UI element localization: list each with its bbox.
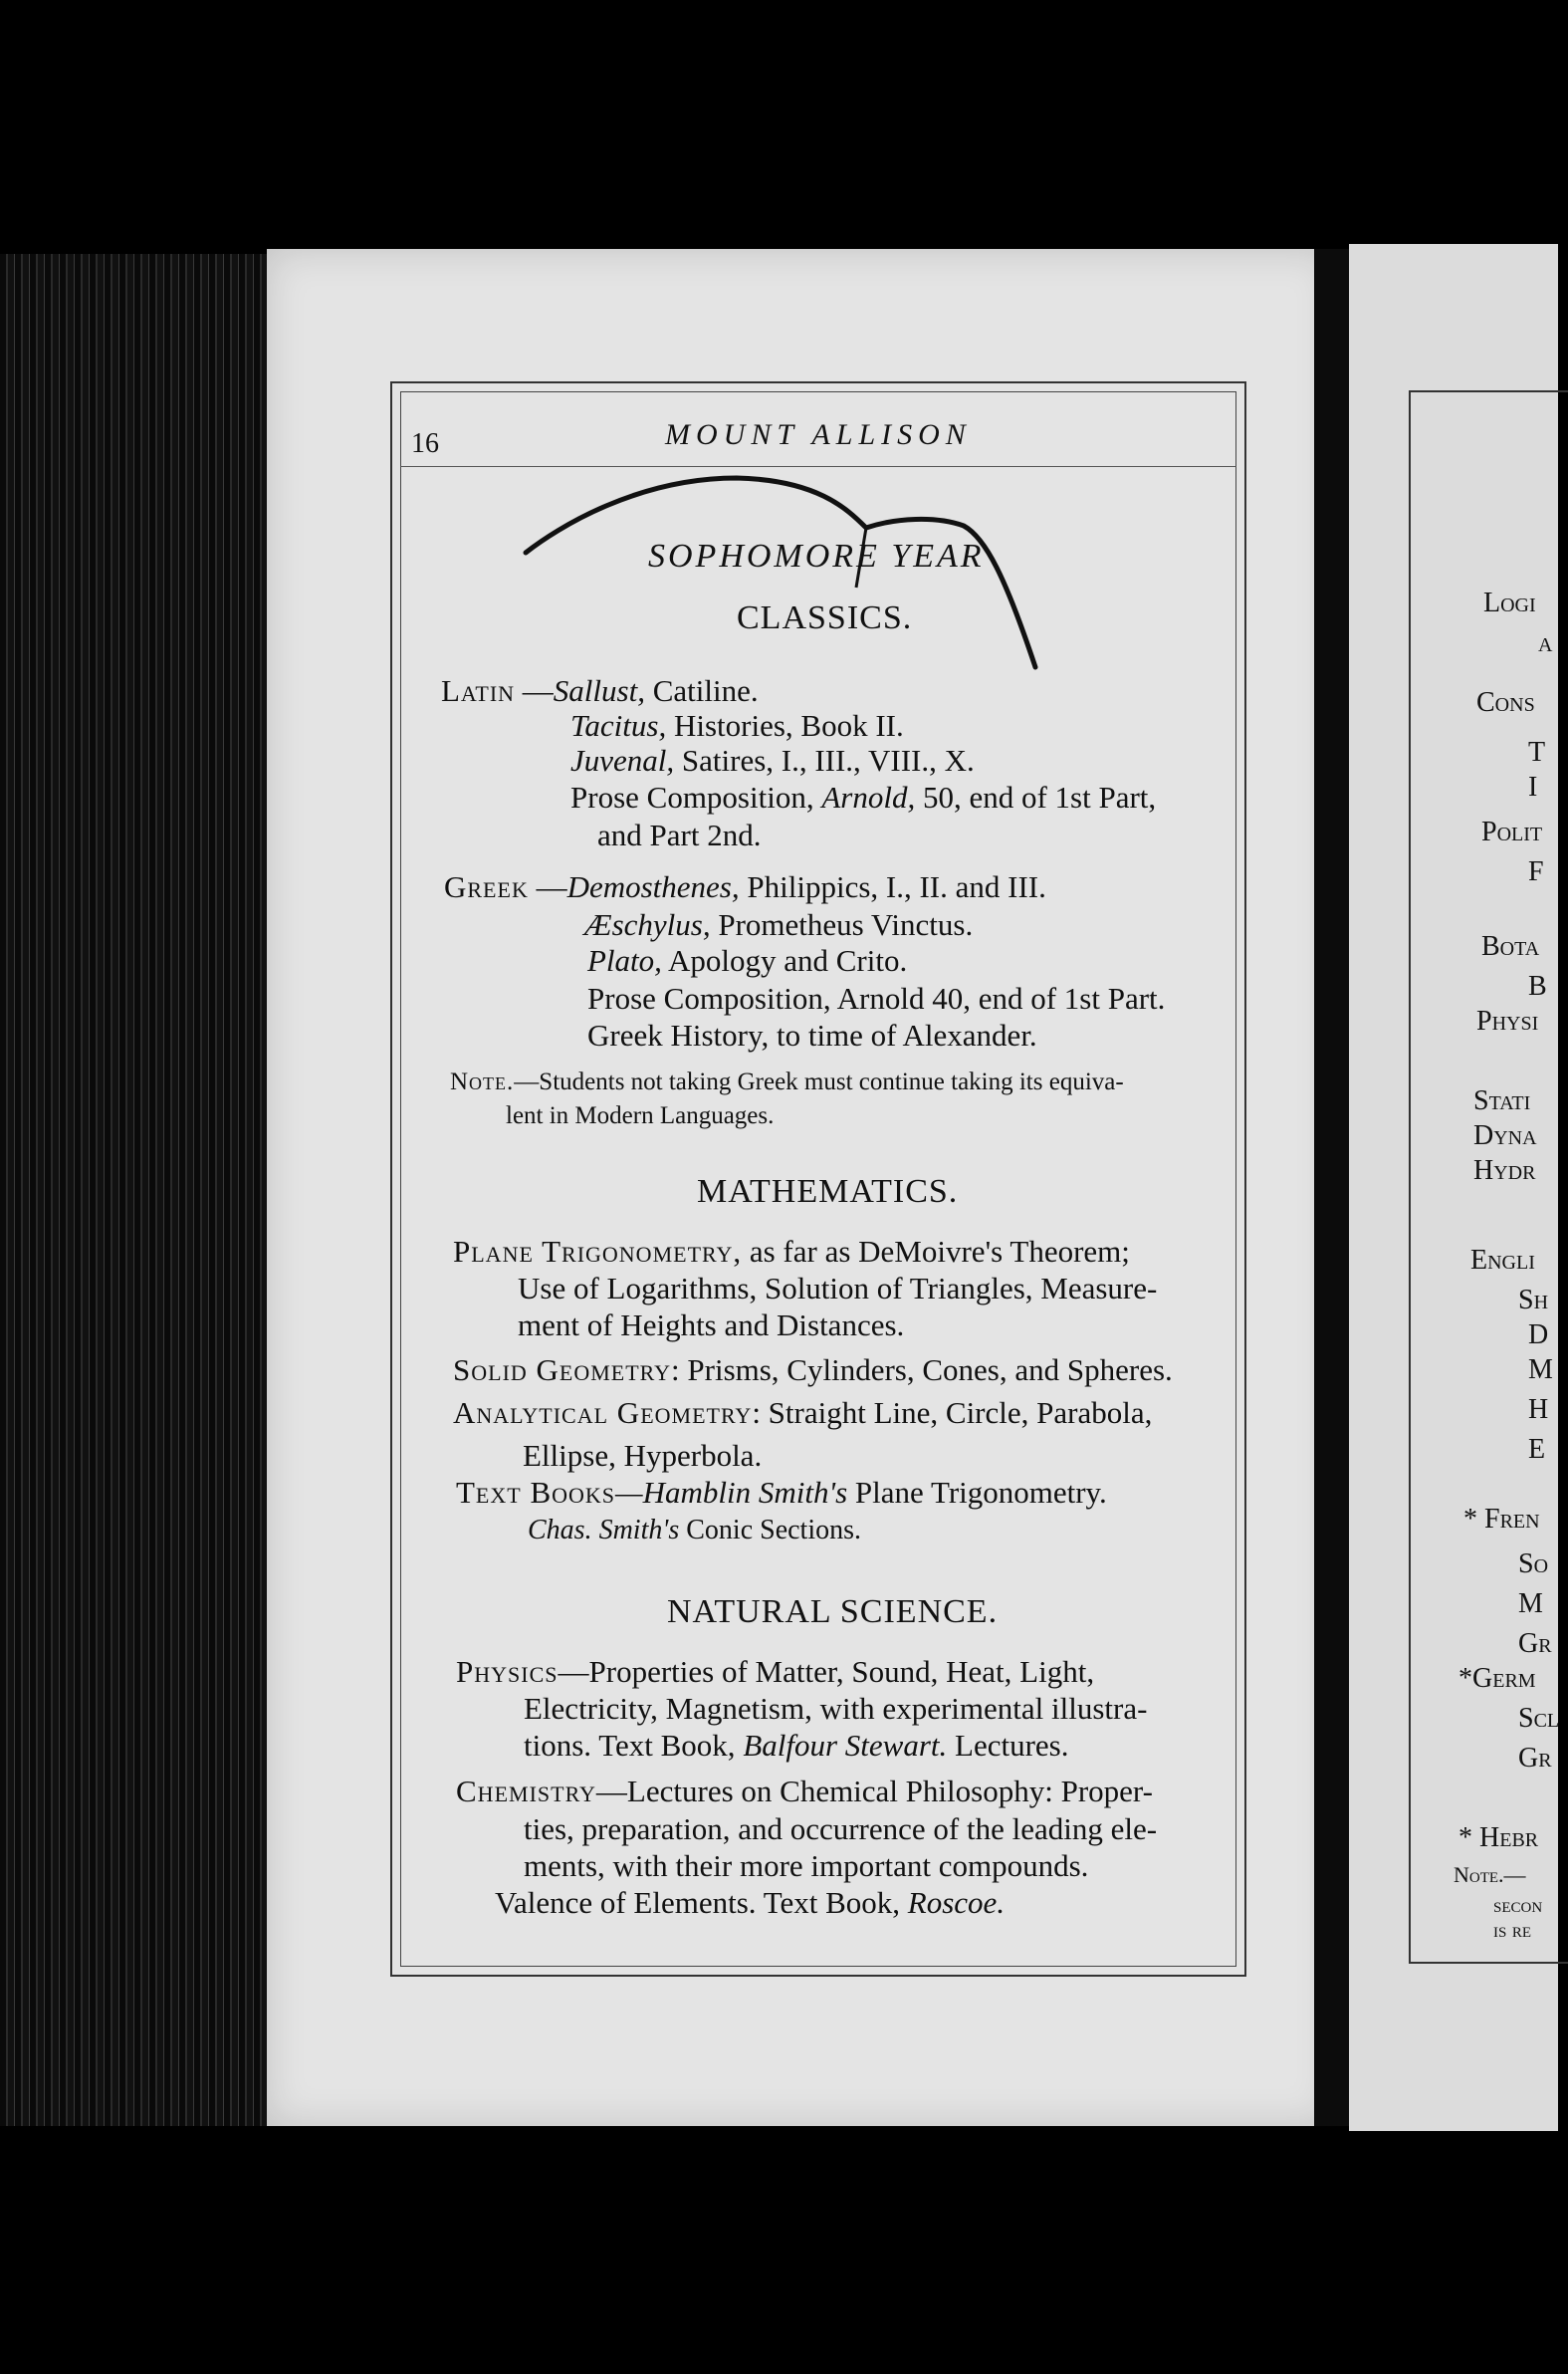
facing-page-line: M: [1518, 1588, 1543, 1619]
facing-page-line: T: [1528, 737, 1546, 768]
author: Roscoe.: [907, 1885, 1006, 1920]
solid-geometry-line: [453, 1351, 1173, 1389]
page-number: 16: [411, 428, 439, 459]
subject-text: : Prisms, Cylinders, Cones, and Spheres.: [671, 1352, 1173, 1387]
facing-page-line: Gr: [1518, 1743, 1552, 1774]
subject-text: tions. Text Book,: [524, 1728, 744, 1763]
natural-science-heading: NATURAL SCIENCE.: [667, 1593, 999, 1630]
greek-text: Philippics, I., II. and III.: [739, 869, 1046, 904]
note-label: Note.: [450, 1068, 515, 1095]
physics-cont-2: [524, 1727, 1068, 1765]
physics-line: [456, 1653, 1094, 1691]
author: Demosthenes,: [566, 869, 740, 904]
latin-text: 50, end of 1st Part,: [915, 780, 1157, 815]
greek-line-2: [584, 906, 973, 944]
facing-page-line: B: [1528, 971, 1547, 1002]
facing-page-line: a: [1538, 627, 1553, 658]
subject-text: —Lectures on Chemical Philosophy: Proper-: [595, 1774, 1153, 1808]
analytical-geometry-cont: Ellipse, Hyperbola.: [523, 1438, 763, 1473]
plane-trig-line: [453, 1233, 1130, 1271]
facing-page-line: M: [1528, 1354, 1553, 1385]
greek-line-3: [587, 942, 907, 980]
chemistry-line: [456, 1773, 1153, 1810]
facing-page-line: Bota: [1481, 931, 1540, 962]
subject-text: as far as DeMoivre's Theorem;: [742, 1234, 1130, 1269]
text-books-line-2: [528, 1512, 861, 1549]
author: Æschylus,: [584, 907, 711, 942]
facing-page-line: secon: [1493, 1892, 1543, 1917]
greek-label: Greek: [444, 869, 529, 904]
facing-page-line: Gr: [1518, 1628, 1552, 1659]
facing-page-line: Logi: [1483, 588, 1536, 618]
classics-heading: CLASSICS.: [737, 599, 913, 636]
greek-line-1: Greek —Demosthenes, Philippics, I., II. and III.: [444, 869, 1046, 904]
author: —Hamblin Smith's: [615, 1475, 848, 1510]
facing-page-line: * Fren: [1463, 1504, 1540, 1535]
facing-page-line: *Germ: [1458, 1663, 1536, 1694]
facing-page-line: So: [1518, 1548, 1549, 1579]
author: Chas. Smith's: [528, 1515, 680, 1545]
plane-trig-cont-1: Use of Logarithms, Solution of Triangles, Measure-: [518, 1271, 1158, 1306]
facing-page-line: * Hebr: [1458, 1822, 1539, 1853]
mathematics-heading: MATHEMATICS.: [697, 1173, 959, 1210]
facing-page-line: Cons: [1476, 687, 1535, 718]
subject-label: Physics: [456, 1654, 559, 1689]
subject-label: Plane Trigonometry,: [453, 1234, 743, 1269]
subject-label: Text Books: [456, 1475, 616, 1510]
facing-page-line: E: [1528, 1434, 1546, 1465]
running-head: MOUNT ALLISON: [665, 418, 972, 451]
facing-page-line: is re: [1493, 1917, 1532, 1942]
note-text: —Students not taking Greek must continue taking its equiva-: [514, 1068, 1124, 1095]
latin-line-5: and Part 2nd.: [597, 818, 762, 852]
chemistry-cont-1: ties, preparation, and occurrence of the leading ele-: [524, 1811, 1158, 1846]
subject-label: Analytical Geometry: [453, 1395, 753, 1430]
facing-page-line: H: [1528, 1394, 1549, 1425]
chemistry-cont-2: ments, with their more important compounds.: [524, 1848, 1089, 1883]
greek-text: Apology and Crito.: [661, 943, 908, 978]
author: Plato,: [587, 943, 662, 978]
latin-label: Latin: [441, 673, 516, 708]
author: Juvenal,: [570, 743, 675, 778]
facing-page-line: F: [1528, 856, 1544, 887]
latin-text: Prose Composition,: [570, 780, 822, 815]
plane-trig-cont-2: ment of Heights and Distances.: [518, 1307, 905, 1342]
author: Sallust,: [553, 673, 645, 708]
latin-text: Satires, I., III., VIII., X.: [674, 743, 975, 778]
latin-text: Histories, Book II.: [666, 708, 904, 743]
latin-line-1: Latin —Sallust, Catiline.: [441, 673, 759, 708]
author: Arnold,: [821, 780, 916, 815]
header-rule: [400, 466, 1236, 467]
facing-page-line: Sh: [1518, 1285, 1549, 1315]
facing-page-line: Hydr: [1473, 1155, 1536, 1186]
greek-line-4: Prose Composition, Arnold 40, end of 1st Part.: [587, 981, 1166, 1016]
facing-page-line: Engli: [1470, 1245, 1535, 1276]
year-title: SOPHOMORE YEAR: [648, 538, 985, 575]
facing-page-line: Scl: [1518, 1703, 1560, 1734]
subject-text: : Straight Line, Circle, Parabola,: [752, 1395, 1153, 1430]
greek-line-5: Greek History, to time of Alexander.: [587, 1018, 1037, 1053]
subject-text: —Properties of Matter, Sound, Heat, Light,: [558, 1654, 1095, 1689]
chemistry-cont-3: [495, 1884, 1005, 1922]
facing-page-line: Note.—: [1454, 1862, 1526, 1887]
facing-page-line: Stati: [1473, 1085, 1531, 1116]
book-gutter: [1314, 249, 1354, 2126]
classics-note-cont: lent in Modern Languages.: [506, 1102, 775, 1129]
book-page-edges: [0, 254, 274, 2126]
author: Balfour Stewart.: [743, 1728, 948, 1763]
latin-line-4: [570, 779, 1156, 817]
subject-label: Solid Geometry: [453, 1352, 672, 1387]
classics-note: [450, 1066, 1124, 1098]
physics-cont-1: Electricity, Magnetism, with experimental illustra-: [524, 1691, 1148, 1726]
subject-text: Plane Trigonometry.: [847, 1475, 1107, 1510]
facing-page-line: I: [1528, 772, 1538, 803]
latin-line-2: [570, 707, 904, 745]
facing-page-line: Dyna: [1473, 1120, 1537, 1151]
text-books-line: [456, 1474, 1107, 1512]
subject-text: Valence of Elements. Text Book,: [495, 1885, 908, 1920]
latin-text: Catiline.: [644, 673, 759, 708]
facing-page-line: Physi: [1476, 1006, 1539, 1037]
latin-line-3: [570, 742, 975, 780]
analytical-geometry-line: [453, 1394, 1152, 1432]
subject-text: Lectures.: [947, 1728, 1069, 1763]
facing-page-line: D: [1528, 1319, 1549, 1350]
greek-text: Prometheus Vinctus.: [710, 907, 974, 942]
author: Tacitus,: [570, 708, 667, 743]
facing-page-line: Polit: [1481, 817, 1543, 847]
pen-scribble: [518, 468, 1055, 697]
subject-label: Chemistry: [456, 1774, 596, 1808]
subject-text: Conic Sections.: [679, 1515, 862, 1545]
